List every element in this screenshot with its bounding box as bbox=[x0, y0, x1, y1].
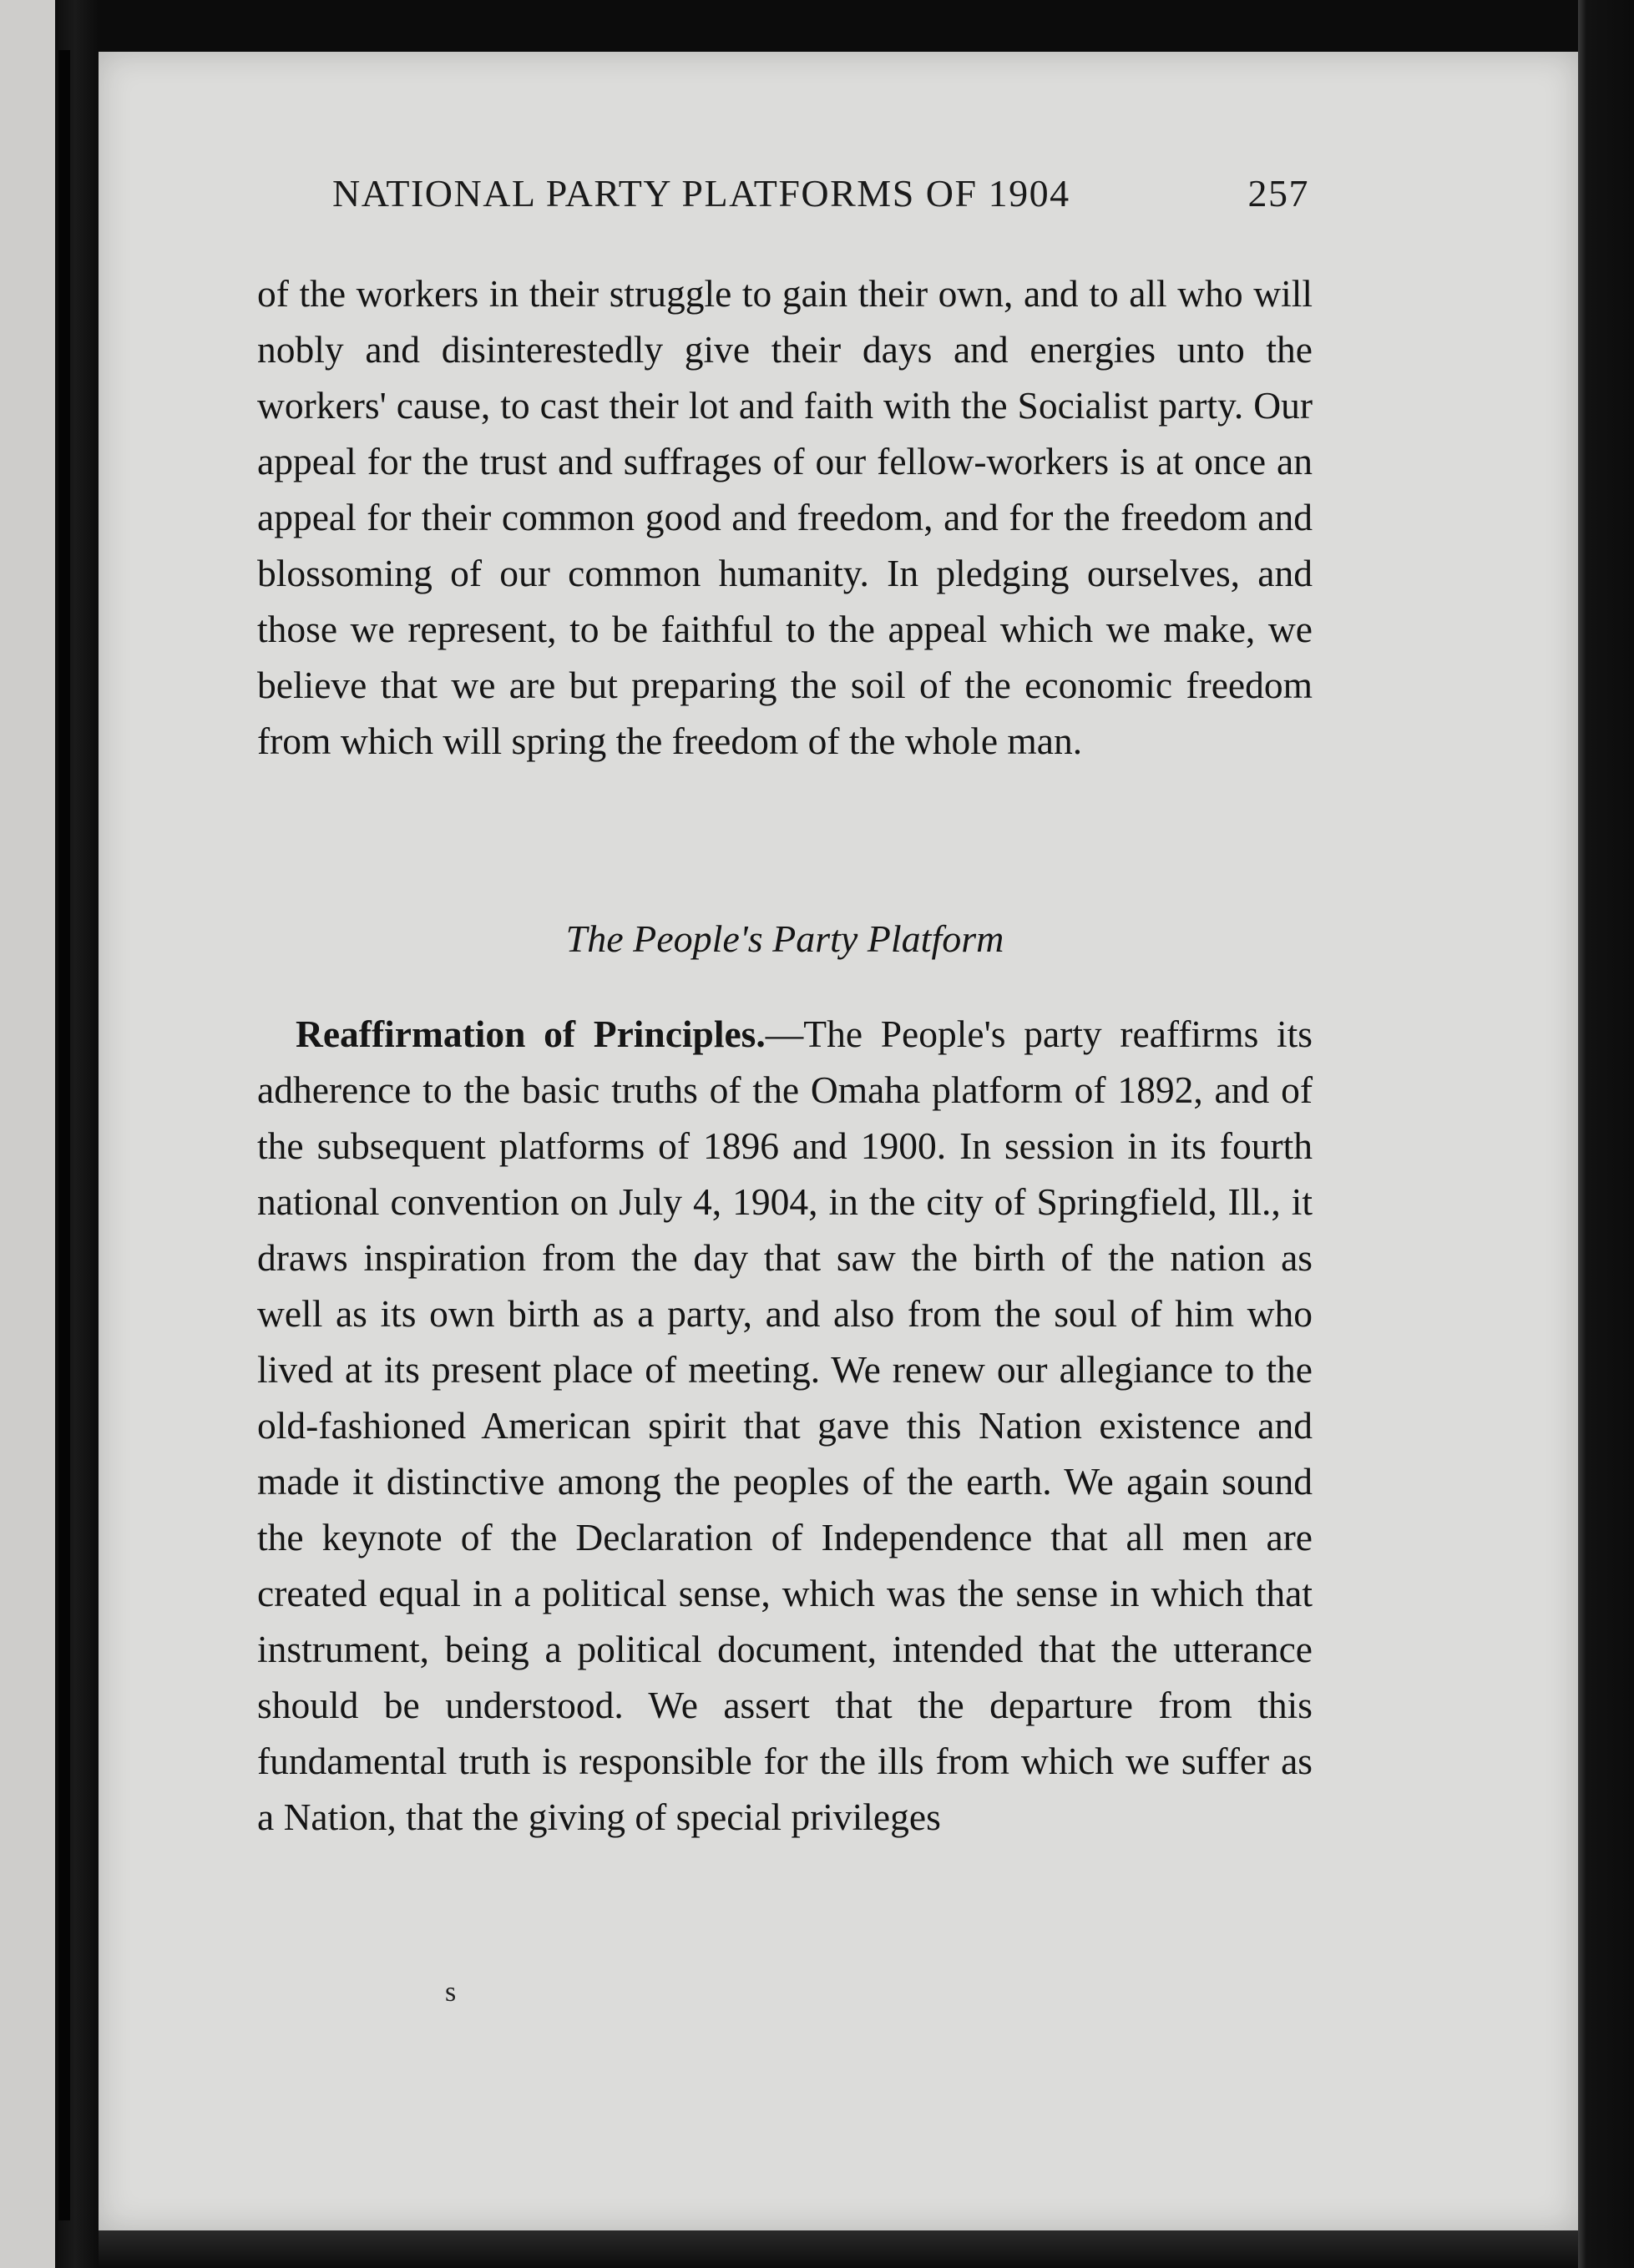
section-heading: The People's Party Platform bbox=[565, 917, 1004, 960]
page-right-edge bbox=[1578, 0, 1634, 2268]
facing-page-edge bbox=[0, 0, 55, 2268]
gutter-shadow bbox=[58, 50, 70, 2220]
paragraph-continued: of the workers in their struggle to gain their own, and to all who will nobly and disinterestedly give their days and energies unto the workers' cause, to cast their lot and faith with the Socialist party. Our appeal for the trust and suffrages of our fellow-workers is at once an appeal for their common good and freedom, and for the freedom and blossoming of our common humanity. In pledging ourselves, and those we represent, to be faithful to the appeal which we make, we believe that we are but preparing the soil of the economic freedom from which will spring the freedom of the whole man. bbox=[257, 272, 1313, 762]
running-header bbox=[332, 171, 1309, 230]
signature-mark: s bbox=[445, 1977, 457, 2008]
page-number: 257 bbox=[1247, 172, 1309, 215]
page-bottom-edge bbox=[99, 2230, 1578, 2268]
paragraph-body: —The People's party reaffirms its adherence to the basic truths of the Omaha platform of 1892, and of the subsequent platforms of 1896 and 1900. In session in its fourth national convention on July 4, 1904, in the city of Springfield, Ill., it draws inspiration from the day that saw the birth of the nation as well as its own birth as a party, and also from the soul of him who lived at its present place of meeting. We renew our allegiance to the old-fashioned American spirit that gave this Nation existence and made it distinctive among the peoples of the earth. We again sound the keynote of the Declaration of Independence that all men are created equal in a political sense, which was the sense in which that instrument, being a political document, intended that the utterance should be understood. We assert that the departure from this fundamental truth is responsible for the ills from which we suffer as a Nation, that the giving of special privileges bbox=[257, 1013, 1313, 1838]
running-title: NATIONAL PARTY PLATFORMS OF 1904 bbox=[332, 172, 1070, 215]
paragraph-reaffirmation bbox=[257, 1006, 1313, 1845]
book-binding bbox=[0, 0, 99, 2268]
paragraph-lead-in: Reaffirmation of Principles. bbox=[296, 1013, 766, 1055]
